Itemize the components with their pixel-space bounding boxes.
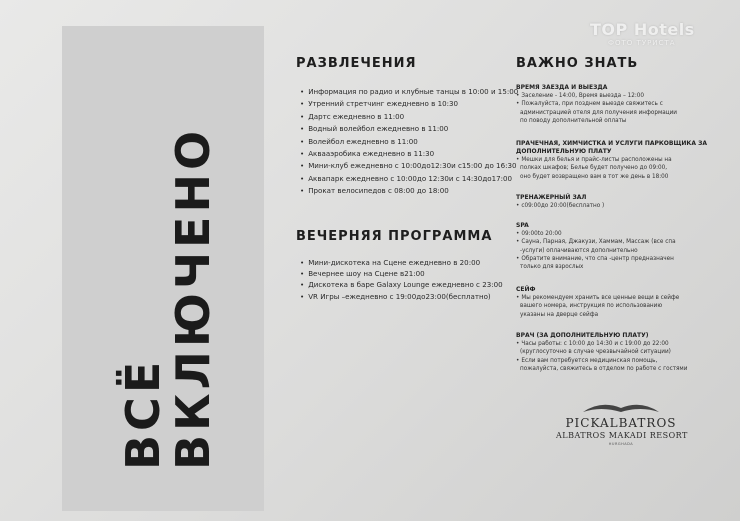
spa-section — [516, 222, 696, 271]
safe-line: • Мы рекомендуем хранить все ценные вещи в сейфе — [516, 294, 696, 302]
list-item: • Дискотека в баре Galaxy Lounge ежедневно с 23:00 — [300, 281, 503, 292]
laundry-section — [516, 140, 707, 181]
vertical-heading-line1: ВСЁ — [116, 357, 170, 470]
vertical-heading — [118, 127, 218, 470]
safe-line: вашего номера, инструкция по использованию — [520, 303, 663, 310]
logo-small-text: HURGHADA — [608, 442, 634, 446]
evening-title: ВЕЧЕРНЯЯ ПРОГРАММА — [296, 229, 493, 244]
doctor-heading: ВРАЧ (ЗА ДОПОЛНИТЕЛЬНУЮ ПЛАТУ) — [516, 332, 649, 339]
list-item: • Водный волейбол ежедневно в 11:00 — [300, 125, 518, 137]
laundry-line: полках шкафов; Белье будет получено до 09:00, — [520, 165, 668, 172]
entertainment-title: РАЗВЛЕЧЕНИЯ — [296, 56, 417, 71]
spa-line: • Сауна, Парная, Джакузи, Хаммам, Массаж (все спа — [516, 238, 696, 246]
watermark-sub: ФОТО ТУРИСТА — [608, 39, 676, 47]
logo-sub-text: ALBATROS MAKADI RESORT — [556, 431, 688, 440]
safe-heading: СЕЙФ — [516, 286, 536, 293]
spa-heading: SPA — [516, 222, 529, 229]
checkin-heading: ВРЕМЯ ЗАЕЗДА И ВЫЕЗДА — [516, 84, 608, 91]
doctor-line: пожалуйста, свяжитесь в отделом по работе с гостями — [520, 365, 688, 372]
list-item: • Вечернее шоу на Сцене в21:00 — [300, 270, 503, 281]
logo-main-text: PICKALBATROS — [565, 416, 677, 430]
checkin-line: по поводу дополнительной оплаты — [520, 117, 627, 124]
list-item: • Мини-клуб ежедневно с 10:00до12:30и с15:00 до 16:30 — [300, 162, 518, 174]
gym-heading: ТРЕНАЖЕРНЫЙ ЗАЛ — [516, 194, 587, 201]
gym-section — [516, 194, 696, 210]
hotel-logo — [556, 398, 686, 446]
watermark — [590, 20, 710, 47]
watermark-main: TOP Hotels — [590, 20, 695, 39]
gym-line: • с09:00до 20:00(бесплатно ) — [516, 202, 696, 210]
entertainment-list — [300, 88, 518, 200]
list-item: • Мини-дискотека на Сцене ежедневно в 20:00 — [300, 259, 503, 270]
spa-line: • Обратите внимание, что спа -центр предназначен — [516, 255, 696, 263]
laundry-heading: ДОПОЛНИТЕЛЬНУЮ ПЛАТУ — [516, 148, 612, 155]
doctor-section — [516, 332, 696, 373]
spa-line: только для взрослых — [520, 264, 584, 271]
safe-line: указаны на дверце сейфа — [520, 311, 599, 318]
checkin-line: • Пожалуйста, при позднем выезде свяжитесь с — [516, 100, 696, 108]
checkin-section — [516, 84, 696, 125]
vertical-heading-line2: ВКЛЮЧЕНО — [166, 126, 220, 470]
list-item: • Утренний стретчинг ежедневно в 10:30 — [300, 100, 518, 112]
important-title: ВАЖНО ЗНАТЬ — [516, 56, 639, 71]
spa-line: • 09:00to 20:00 — [516, 230, 696, 238]
checkin-line: • Заселение - 14:00, Время выезда – 12:00 — [516, 92, 696, 100]
list-item: • Дартс ежедневно в 11:00 — [300, 113, 518, 125]
laundry-heading: ПРАЧЕЧНАЯ, ХИМЧИСТКА И УСЛУГИ ПАРКОВЩИКА ЗА — [516, 140, 707, 147]
list-item: • Аквааэробика ежедневно в 11:30 — [300, 150, 518, 162]
spa-line: -услуги) оплачиваются дополнительно — [520, 247, 638, 254]
doctor-line: • Часы работы: с 10:00 до 14:30 и с 19:00 до 22:00 — [516, 340, 696, 348]
list-item: • VR Игры –ежедневно с 19:00до23:00(бесплатно) — [300, 293, 503, 304]
laundry-line: оно будет возвращено вам в тот же день в 18:00 — [520, 173, 669, 180]
safe-section — [516, 286, 696, 319]
doctor-line: (круглосуточно в случае чрезвычайной ситуации) — [520, 349, 671, 356]
list-item: • Прокат велосипедов с 08:00 до 18:00 — [300, 187, 518, 199]
list-item: • Аквапарк ежедневно с 10:00до 12:30и с 14:30до17:00 — [300, 175, 518, 187]
evening-list — [300, 259, 503, 304]
list-item: • Волейбол ежедневно в 11:00 — [300, 138, 518, 150]
doctor-line: • Если вам потребуется медицинская помощь, — [516, 357, 696, 365]
albatross-icon — [581, 398, 661, 416]
list-item: • Информация по радио и клубные танцы в 10:00 и 15:00 — [300, 88, 518, 100]
checkin-line: администрацией отеля для получения информации — [520, 109, 677, 116]
laundry-line: • Мешки для белья и прайс-листы расположены на — [516, 156, 696, 164]
